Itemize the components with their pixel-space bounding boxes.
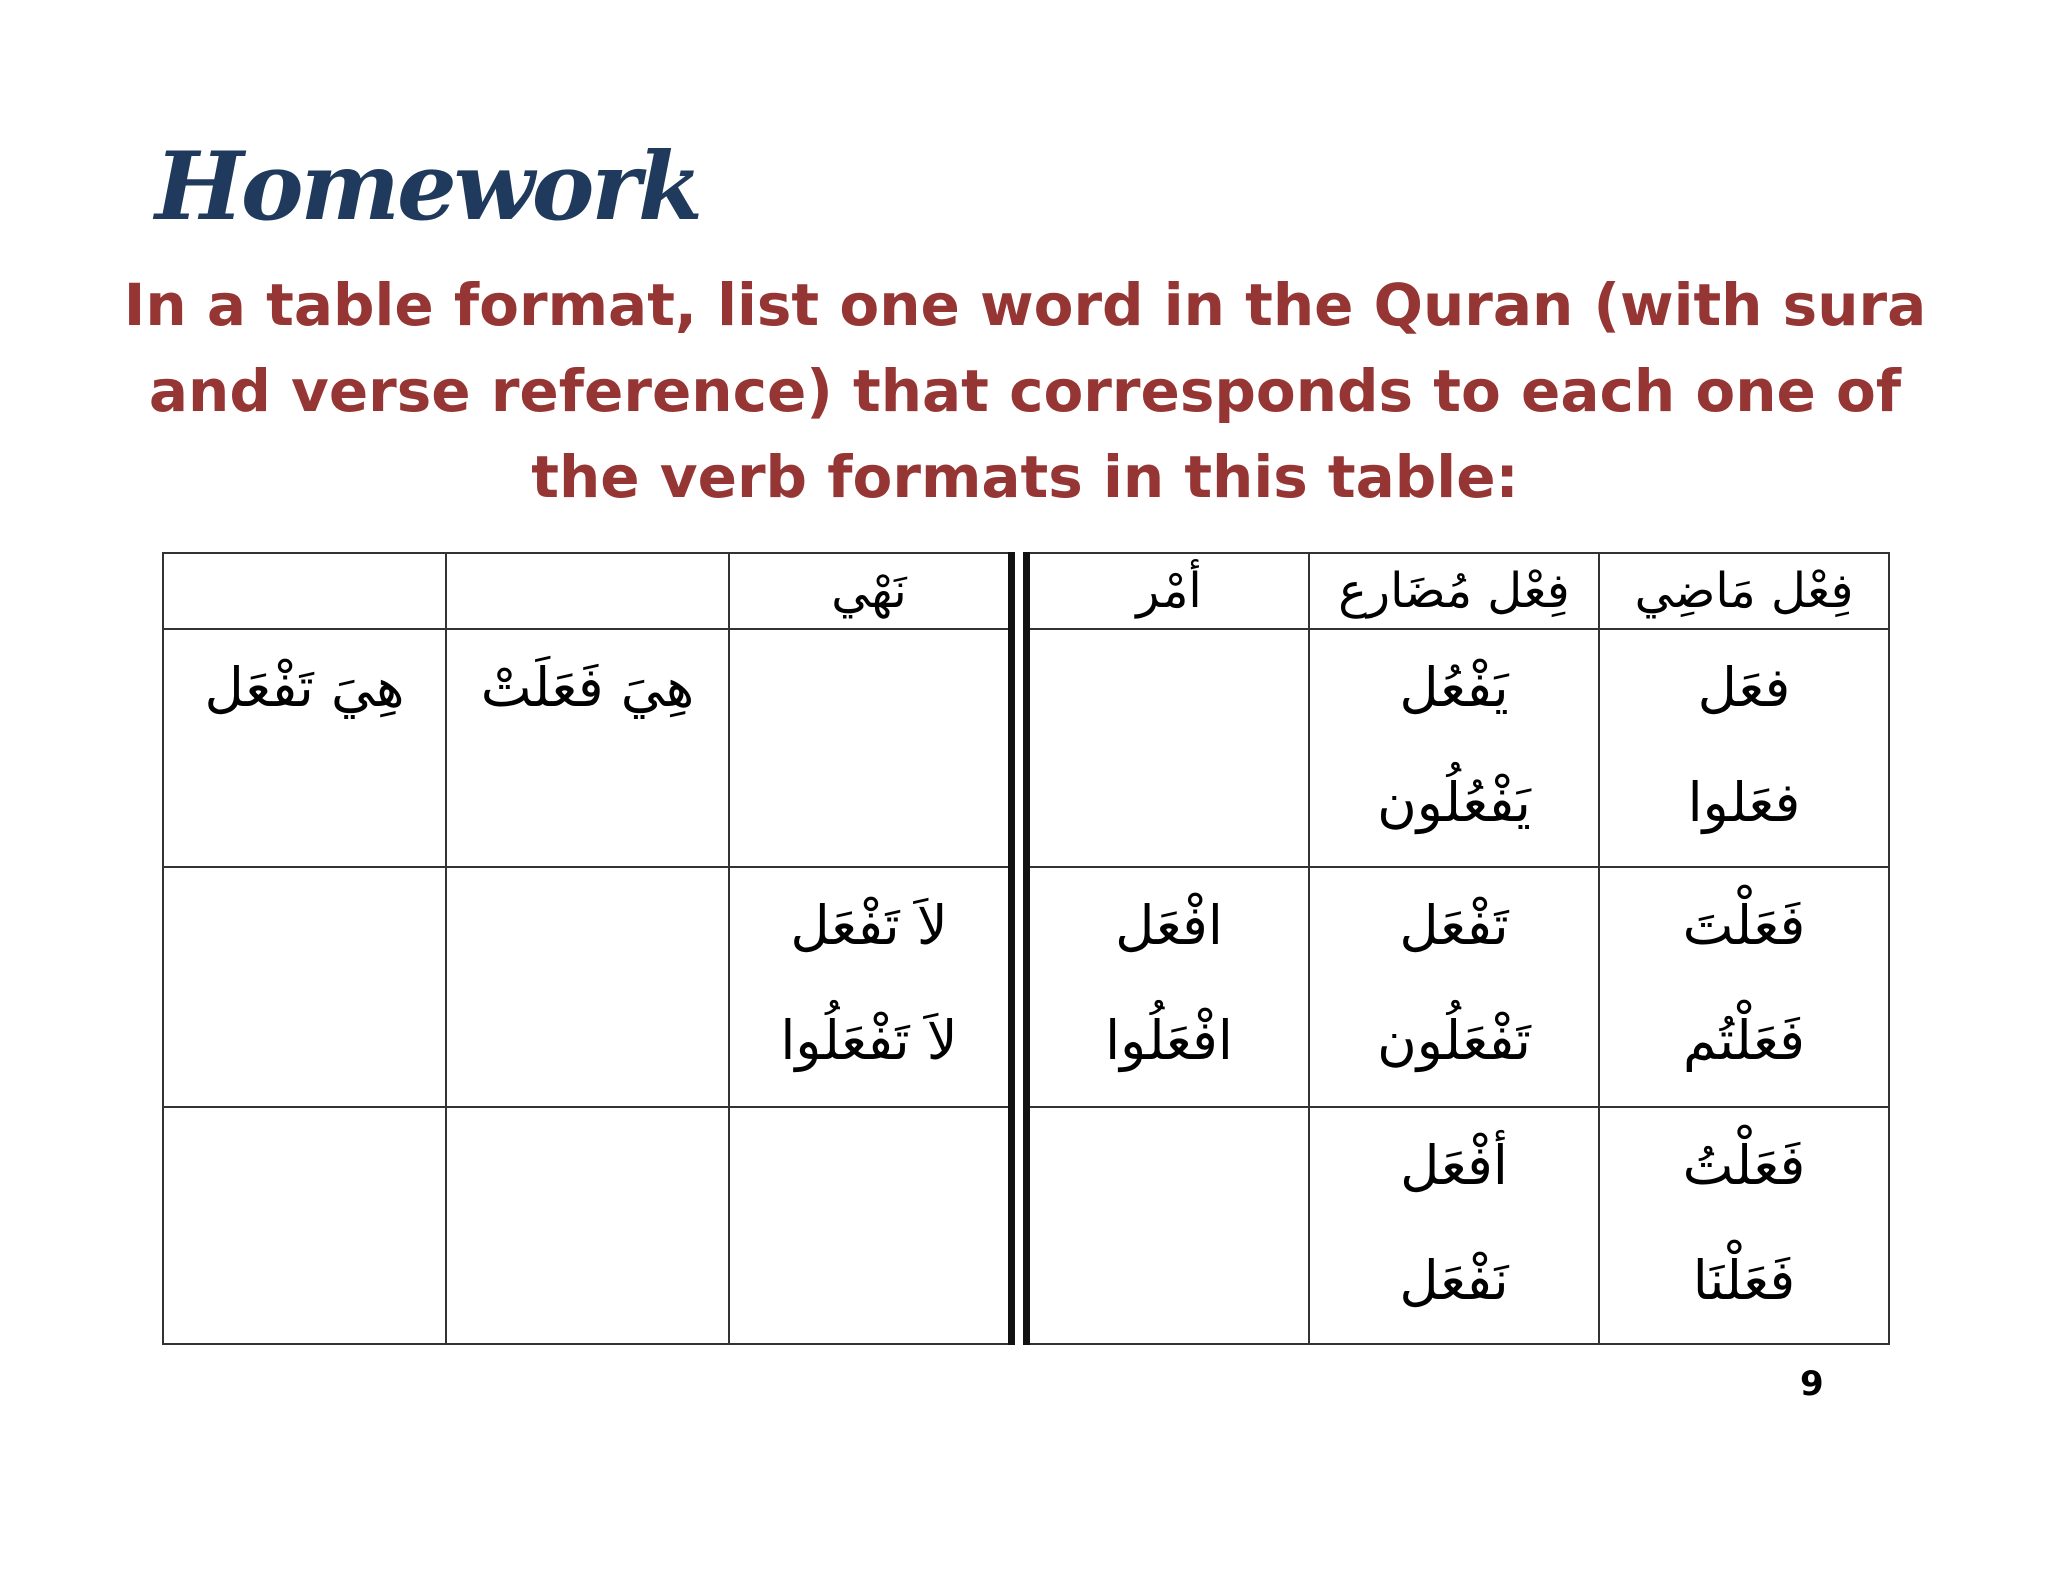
header-extra-2: [163, 553, 446, 629]
cell-amr: [1019, 1107, 1309, 1344]
cell-madi: [1599, 867, 1889, 1107]
cell-extra-2: [163, 1107, 446, 1344]
cell-text: افْعَل: [1115, 894, 1223, 957]
cell-text: تَفْعَلُون: [1377, 1009, 1531, 1072]
cell-text: فَعَلْتَ: [1682, 894, 1806, 957]
cell-text: يَفْعُلُون: [1377, 771, 1531, 834]
cell-extra-1: [446, 867, 729, 1107]
cell-nahy: [729, 867, 1019, 1107]
cell-extra-2: [163, 867, 446, 1107]
cell-text: فعَل: [1697, 656, 1791, 719]
cell-text: هِيَ تَفْعَل: [204, 656, 405, 719]
header-nahy: نَهْي: [729, 553, 1019, 629]
cell-nahy: [729, 629, 1019, 867]
slide-title: Homework: [155, 132, 701, 242]
cell-extra-1: [446, 629, 729, 867]
cell-text: فَعَلْنَا: [1692, 1249, 1796, 1312]
cell-amr: [1019, 629, 1309, 867]
table-row: [163, 629, 1889, 867]
cell-text: لاَ تَفْعَل: [790, 894, 948, 957]
cell-nahy: [729, 1107, 1019, 1344]
cell-text: فَعَلْتُ: [1682, 1134, 1806, 1197]
cell-text: لاَ تَفْعَلُوا: [780, 1009, 958, 1072]
cell-mudari: [1309, 1107, 1599, 1344]
cell-mudari: [1309, 867, 1599, 1107]
cell-text: يَفْعُل: [1399, 656, 1509, 719]
cell-madi: [1599, 1107, 1889, 1344]
cell-mudari: [1309, 629, 1599, 867]
header-amr: أمْر: [1019, 553, 1309, 629]
table-row: [163, 867, 1889, 1107]
verb-formats-table: [162, 552, 1890, 1345]
cell-madi: [1599, 629, 1889, 867]
cell-text: أفْعَل: [1400, 1134, 1508, 1197]
header-extra-1: [446, 553, 729, 629]
table-row: [163, 1107, 1889, 1344]
header-mudari: فِعْل مُضَارع: [1309, 553, 1599, 629]
cell-text: فعَلوا: [1687, 771, 1801, 834]
cell-text: فَعَلْتُم: [1683, 1009, 1805, 1072]
cell-amr: [1019, 867, 1309, 1107]
cell-extra-2: [163, 629, 446, 867]
cell-text: تَفْعَل: [1399, 894, 1509, 957]
cell-text: افْعَلُوا: [1105, 1009, 1233, 1072]
header-madi: فِعْل مَاضِي: [1599, 553, 1889, 629]
instructions-text: In a table format, list one word in the Quran (with sura and verse reference) that corresponds to each one of the verb formats in this table:: [123, 271, 1927, 511]
table-header-row: [163, 553, 1889, 629]
page-number: 9: [1800, 1364, 1824, 1404]
cell-extra-1: [446, 1107, 729, 1344]
cell-text: هِيَ فَعَلَتْ: [480, 656, 695, 719]
cell-text: نَفْعَل: [1399, 1249, 1509, 1312]
